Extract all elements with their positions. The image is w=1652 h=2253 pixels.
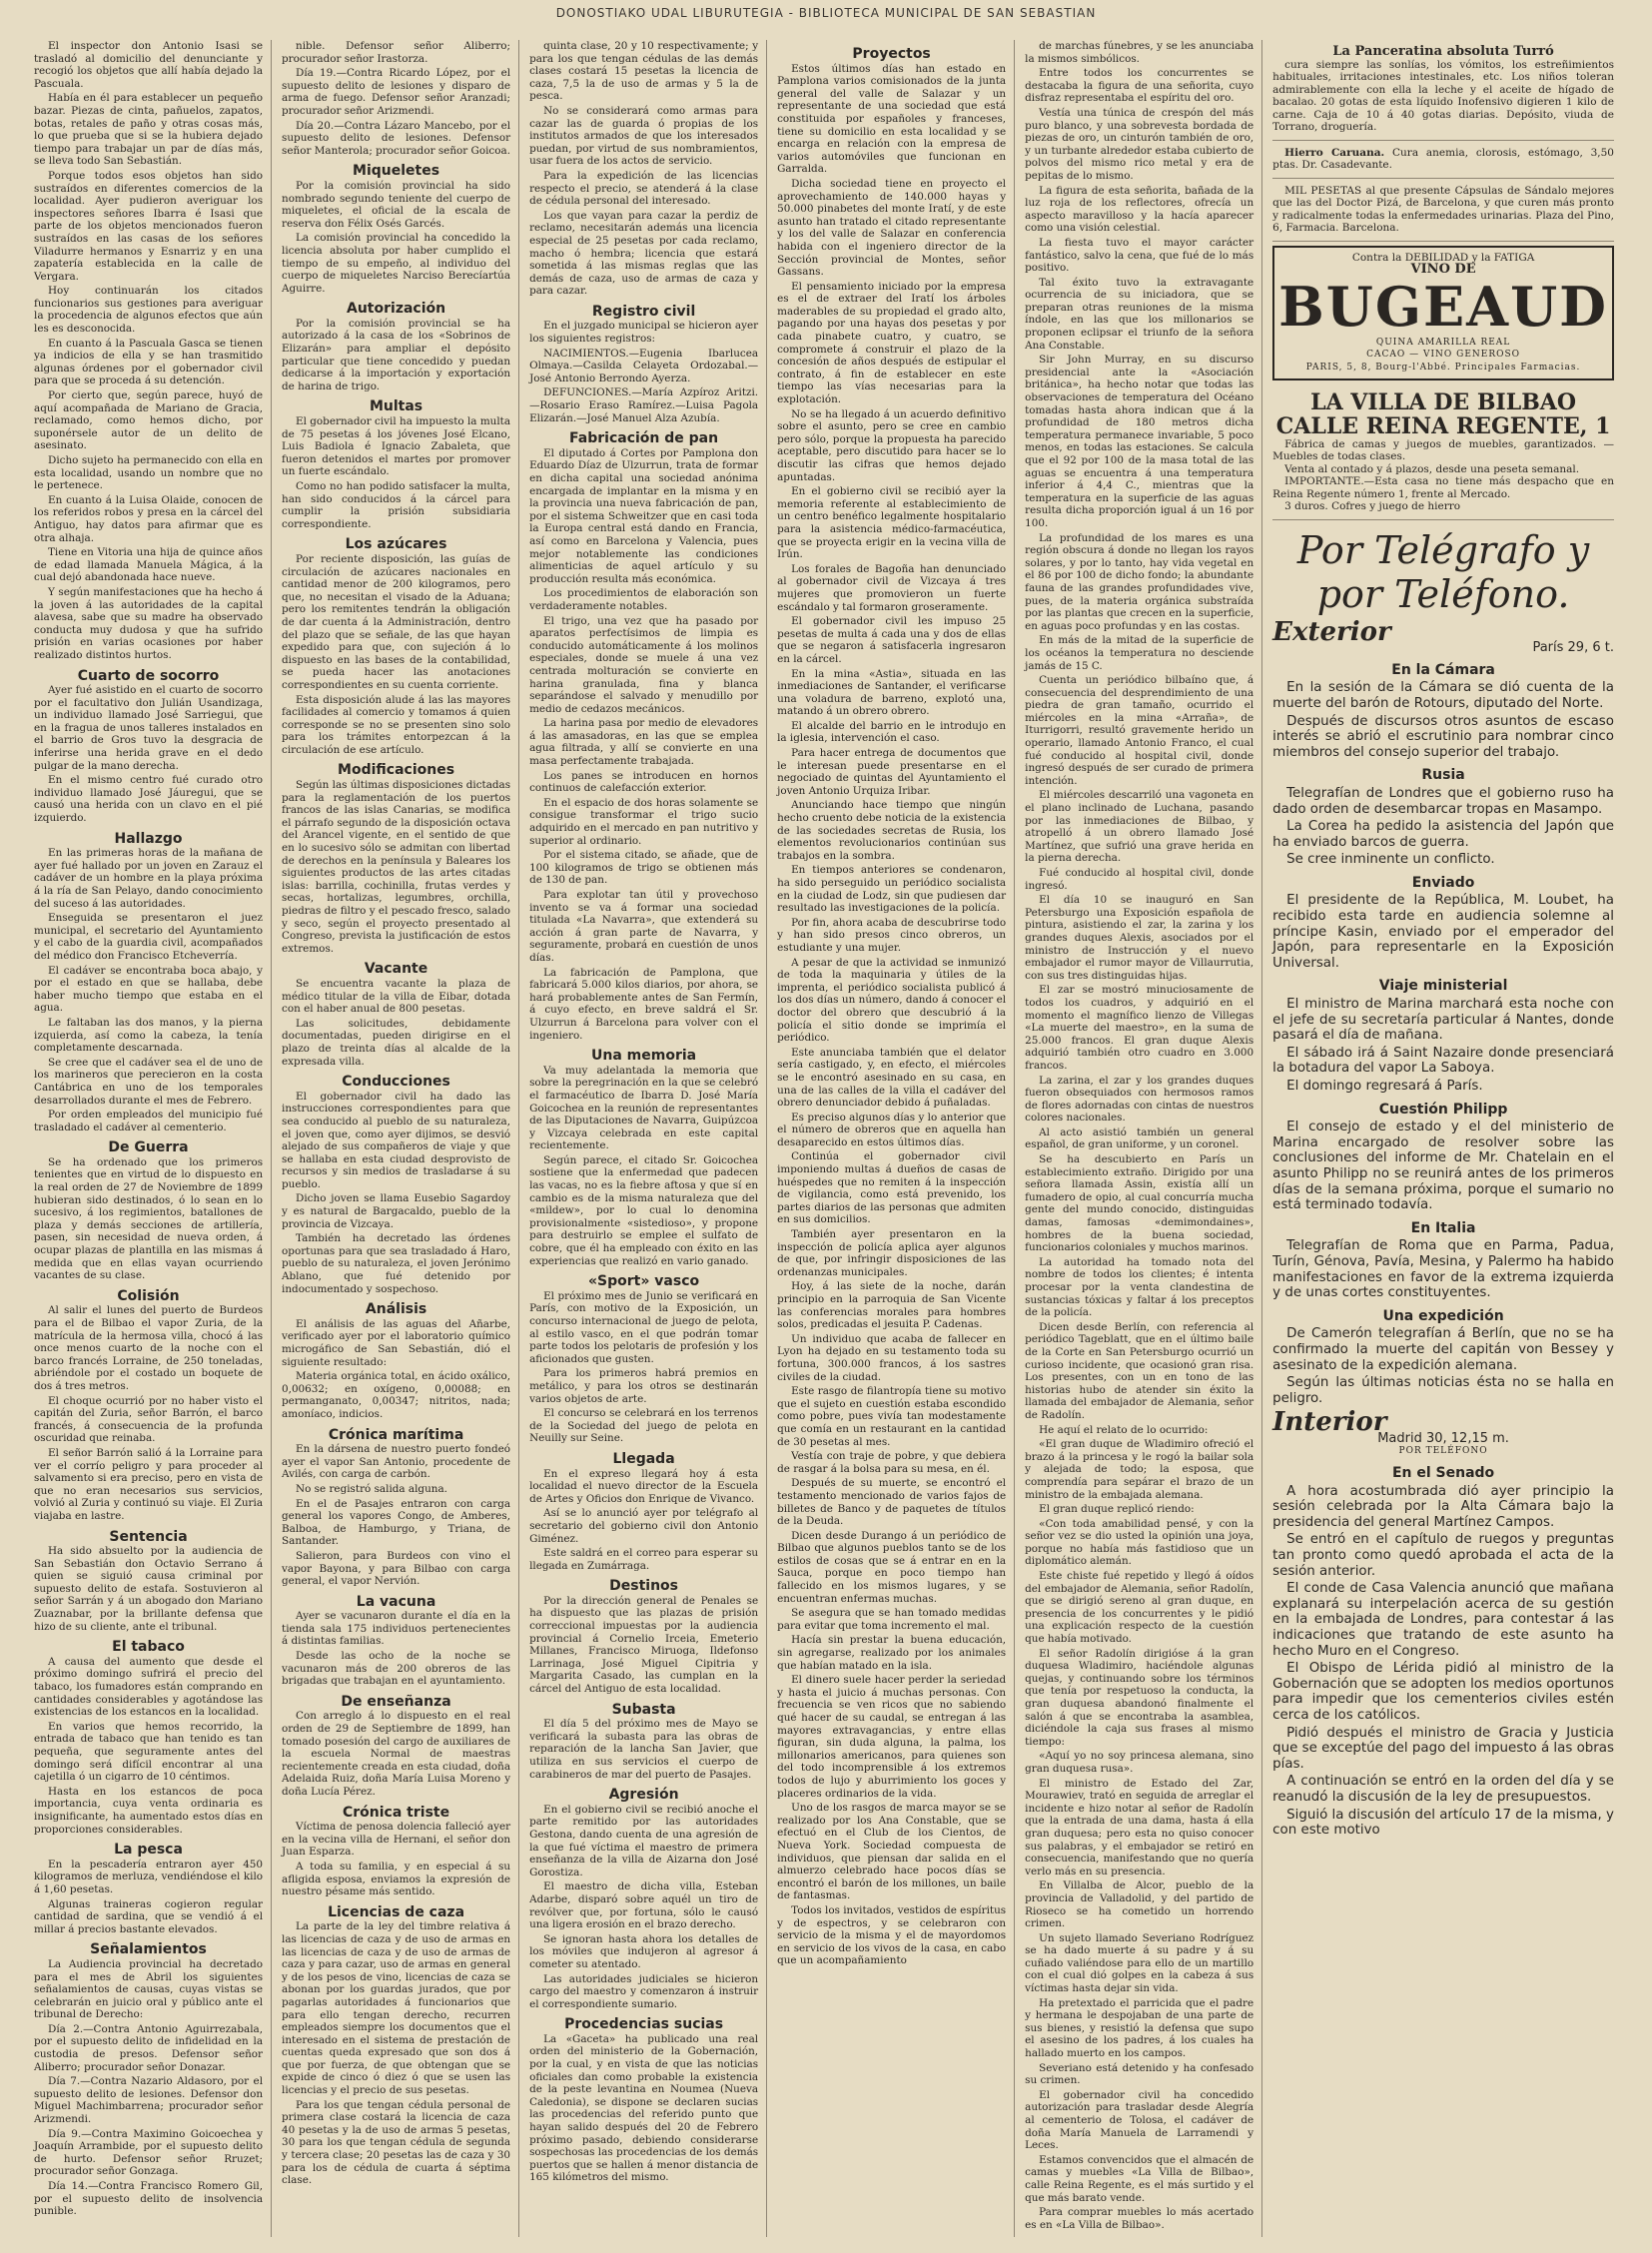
article-headline: Hallazgo [114,830,183,847]
article-paragraph: Por el sistema citado, se añade, que de 100 kilogramos de trigo se obtienen más de 130 de pan. [529,849,759,887]
article-paragraph: Día 7.—Contra Nazario Aldasoro, por el supuesto delito de lesiones. Defensor don Miguel Machimbarrena; procurador señor Arizmendi. [34,2075,264,2126]
article-paragraph: El inspector don Antonio Isasi se trasladó al domicilio del denunciante y recogió los objetos que allí había dejado la Pascuala. [34,40,264,90]
article-paragraph: Dicha sociedad tiene en proyecto el aprovechamiento de 140.000 hayas y 50.000 pinabetes del monte Iratí, y de este asunto han tratado el citado representante y los del valle de Salazar en conferencia habida con el ingeniero director de la Sección provincial de Montes, señor Gassans. [777,177,1007,279]
article-paragraph: Por orden emplеados del municipio fué trasladado el cadáver al cementerio. [34,1109,264,1133]
article-headline: Fabricación de pan [569,430,719,447]
article-paragraph: Las autoridades judiciales se hicieron cargo del maestro y comenzaron á instruir el correspondiente sumario. [529,1972,759,2010]
article-paragraph: El ministro de Estado del Zar, Mourawiev, trató en seguida de arreglar el incidente e hizo notar al señor de Radolín que la entrada de una dama, hasta á ella gran duquesa; pero esta no quiso conocer sus palabras, y el embajador se retiró en consecuencia, manifestando que no quería verlo más en su presencia. [1025,1777,1254,1878]
article-paragraph: Salieron, para Burdeos con vino el vapor Bayona, y para Bilbao con carga general, el vapor Nervión. [282,1549,511,1588]
article-paragraph: El zar se mostró minuciosamente de todos los cuadros, y adquirió en el momento el magnífico lienzo de Villegas «La muerte del maestro», en la suma de 25.000 francos. El gran duque Alexis adquirió también otro cuadro en 3.000 francos. [1025,984,1254,1072]
article-paragraph: Día 19.—Contra Ricardo López, por el supuesto delito de lesiones y disparo de arma de fuego. Defensor señor Aranzadi; procurador señor Arizmendi. [282,67,511,117]
article-paragraph: A toda su familia, y en especial á su afligida esposa, enviamos la expresión de nuestro pésame más sentido. [282,1860,511,1898]
exterior-section-title: Exterior [1272,616,1391,647]
article-paragraph: Por la dirección general de Penales se ha dispuesto que las plazas de prisión correccional impuestas por la audiencia provincial á Cornelio Irceia, Emeterio Millanes, Francisco Miruoga, Ildefonso Larrinaga, José Miguel Cipitria y Margarita Casado, las cumplan en la cárcel del Antiguo de esta localidad. [529,1594,759,1696]
article-paragraph: En la mina «Astia», situada en las inmediaciones de Santander, el verificarse una voladura de barreno, explotó una, matando á un obrero obrero. [777,667,1007,718]
article-paragraph: Vestía una túnica de crespón del más puro blanco, y una sobrevesta bordada de piezas de oro, un cinturón también de oro, y un turbante alrededor estaba cubierto de polvos del mismo rico metal y era de pepitas de lo mismo. [1025,106,1254,182]
ad-villa-bilbao [1272,384,1614,520]
article-headline: En la Cámara [1391,661,1495,678]
article-paragraph: A pesar de que la actividad se inmunizó de toda la maquinaria y útiles de la imprenta, el periódico socialista publicó á los dos días un número, dando á conocer el doctor del obrero que descubrió á la policía el sitio donde se imprimía el periódico. [777,956,1007,1045]
article-paragraph: Se cree inminente un conflicto. [1286,852,1495,868]
article-paragraph: En varios que hemos recorrido, la entrada de tabaco que han tenido es tan pequeña, que seguramente antes del domingo será difícil encontrar al una cajetilla ó un cigarro de 10 céntimos. [34,1720,264,1784]
article-paragraph: El alcalde del barrio en le introdujo en la iglesia, intervención el caso. [777,719,1007,745]
article-paragraph: El sábado irá á Saint Nazaire donde presenciará la botadura del vapor La Saboya. [1272,1045,1614,1077]
article-paragraph: Día 2.—Contra Antonio Aguirrezabala, por el supuesto delito de infidelidad en la custodia de presos. Defensor señor Aliberro; procurador señor Donazar. [34,2022,264,2073]
article-paragraph: En el juzgado municipal se hicieron ayer los siguientes registros: [529,320,759,346]
article-paragraph: Este chiste fué repetido y llegó á oídos del embajador de Alemania, señor Radolín, que se dirigió sereno al gran duque, en presencia de los concurrentes y le pidió una explicación respecto de la cuestión que había motivado. [1025,1570,1254,1646]
article-paragraph: Ayer se vacunaron durante el día en la tienda sala 175 individuos pertenecientes á distintas familias. [282,1610,511,1648]
article-paragraph: El domingo regresará á París. [1286,1079,1483,1094]
article-paragraph: En el espacio de dos horas solamente se consigue transformar el trigo sucio adquirido en el mercado en pan nutritivo y superior al ordinario. [529,796,759,847]
article-paragraph: Continúa el gobernador civil imponiendo multas á dueños de casas de huéspedes que no remiten á la inspección de vigilancia, como está prevenido, los partes diarios de las personas que admiten en sus domicilios. [777,1150,1007,1226]
column-2 [282,40,519,2237]
article-paragraph: El miércoles descarriló una vagoneta en el plano inclinado de Luchana, pasando por las inmediaciones de Bilbao, y atropelló á un obrero llamado José Martínez, que sufrió una grave herida en la pierna derecha. [1025,789,1254,865]
article-paragraph: El choque ocurrió por no haber visto el capitán del Zuria, señor Barrón, el barco francés, á consecuencia de la profunda oscuridad que reinaba. [34,1394,264,1445]
article-headline: Análisis [365,1301,427,1318]
article-paragraph: Dicho sujeto ha permanecido con ella en esta localidad, usando un nombre que no le pertenece. [34,454,264,492]
article-headline: Señalamientos [90,1941,207,1958]
article-paragraph: Uno de los rasgos de marca mayor se se realizado por los Ana Constable, que se efectuó en el Club de los Cientos, de Nueva York. Sociedad compuesta de individuos, que piensan dar salida en el almuerzo celebrado hace pocos días se encontró el barón de los millones, un baile de fantasmas. [777,1802,1007,1902]
article-paragraph: Tal éxito tuvo la extravagante ocurrencia de su iniciadora, que se preparan otras reuniones de la misma índole, en las que los millonarios se proponen eclipsar el triunfo de la señora Ana Constable. [1025,276,1254,352]
article-paragraph: Según las últimas disposiciones dictadas para la reglamentación de los puertos francos de las islas Canarias, se modifica el párrafo segundo de la disposición octava del Arancel vigente, en el sentido de que en lo sucesivo sólo se admitan con libertad de derechos en la península y Baleares los siguientes productos de las artes citadas islas: barrilla, cochinilla, frutas verdes y secas, hortalizas, legumbres, orchilla, piedras de filtro y el pescado fresco, salado y seco, según el proyecto presentado al Congreso, prevista la justificación de estos extremos. [282,779,511,955]
article-paragraph: de marchas fúnebres, y se les anunciaba la mismos simbólicos. [1025,40,1254,65]
article-headline: Proyectos [852,46,931,62]
article-paragraph: Telegrafían de Roma que en Parma, Padua, Turín, Génova, Pavía, Mesina, y Palermo ha habido manifestaciones en favor de la extrema izquierda y de unas cortes constituyentes. [1272,1238,1614,1301]
article-paragraph: Después de discursos otros asuntos de escaso interés se abrió el escrutinio para nombrar cinco miembros del consejo superior del trabajo. [1272,713,1614,760]
newspaper-page [34,40,1622,2237]
article-paragraph: «Con toda amabilidad pensé, y con la señor vez se dio usted la opinión una joya, porque no había más fastidioso que un diplomático alemán. [1025,1517,1254,1568]
article-paragraph: El cadáver se encontraba boca abajo, y por el estado en que se hallaba, debe haber mucho tiempo que estaba en el agua. [34,964,264,1015]
article-paragraph: En la sesión de la Cámara se dió cuenta de la muerte del barón de Rotours, diputado del Norte. [1272,680,1614,711]
article-paragraph: Porque todos esos objetos han sido sustraídos en diferentes comercios de la localidad. Ayer pudieron averiguar los inspectores señores Ibarra é Isasi que parte de los objetos mencionados fueron sustraídos en las casas de los señores Viladurre hermanos y Esnarriz y en una zapatería establecida en la calle de Vergara. [34,169,264,283]
ad-villa-title1: LA VILLA DE BILBAO [1310,388,1577,415]
article-headline: Viaje ministerial [1378,978,1508,995]
article-paragraph: «Aquí yo no soy princesa alemana, sino gran duquesa rusa». [1025,1750,1254,1775]
article-paragraph: En el gobierno civil se recibió ayer la memoria referente al establecimiento de un centro benéfico legalmente hospitalario para la asistencia médico-farmacéutica, que se proyecta erigir en la vecina villa de Irún. [777,485,1007,561]
article-paragraph: El diputado á Cortes por Pamplona don Eduardo Díaz de Ulzurrun, trata de formar en dicha capital una sociedad anónima encargada de implantar en la misma y en la provincia una nueva fabricación de pan, por el sistema Schweitzer que en casi toda la Europa central está dando en Francia, así como en Barcelona y Valencia, pues mejor notablemente las condiciones alimenticias de aquel artículo y su producción resulta más económica. [529,446,759,585]
interior-section-title: Interior [1272,1407,1387,1438]
article-paragraph: Los que vayan para cazar la perdiz de reclamo, necesitarán además una licencia especial de 25 pesetas por cada reclamo, macho ó hembra; licencia que estará sometida á las mismas reglas que las demás de caza, uso de armas de caza y para cazar. [529,209,759,298]
article-paragraph: El gobernador civil ha impuesto la multa de 75 pesetas á los jóvenes José Elcano, Luis Badiola é Ignacio Zabaleta, que fueron detenidos el martes por promover un fuerte escándalo. [282,415,511,478]
article-headline: La pesca [114,1842,183,1859]
column-4 [777,40,1015,2237]
article-headline: Colisión [117,1287,180,1304]
article-paragraph: La autoridad ha tomado nota del nombre de todos los clientes; é intenta procesar por la venta clandestina de sustancias tóxicas y faltar á los preceptos de la policía. [1025,1255,1254,1319]
article-paragraph: Ayer fué asistido en el cuarto de socorro por el facultativo don Julián Usandizaga, un individuo llamado José Sarriegui, que en la fragua de unos talleres instalados en el barrio de Gros tuvo la desgracia de inferirse una herida grave en el dedo pulgar de la mano derecha. [34,684,264,772]
article-paragraph: En cuanto á la Luisa Olaide, conocen de los referidos robos y presa en la cárcel del Antiguo, hay datos para afirmar que es otra alhaja. [34,493,264,544]
article-headline: «Sport» vasco [588,1273,700,1290]
article-headline: De Guerra [108,1139,189,1156]
article-headline: En Italia [1410,1219,1476,1236]
ad-hierro-caruana [1272,141,1614,179]
ad-bugeaud-name: BUGEAUD [1278,274,1608,339]
article-paragraph: Pidió después el ministro de Gracia y Justicia que se exceptúe del pago del impuesto á las obras pías. [1272,1725,1614,1772]
article-paragraph: A hora acostumbrada dió ayer principio la sesión celebrada por la Alta Cámara bajo la presidencia del general Martínez Campos. [1272,1483,1614,1530]
article-paragraph: En las primeras horas de la mañana de ayer fué hallado por un joven en Zarauz el cadáver de un hombre en la playa próxima á la ría de San Pelayo, dando conocimiento del suceso á las autoridades. [34,847,264,910]
article-paragraph: El señor Radolín dirigióse á la gran duquesa Wladimiro, haciéndole algunas quejas, y continuando sobre los términos que tenía por respetuoso la conducta, la gran duquesa abandonó finalmente el salón á que se encontraba la asamblea, diciéndole la caja sus frases al mismo tiempo: [1025,1647,1254,1748]
ad-panceratina-text: cura siempre las sonlías, los vómitos, los estreñimientos habituales, irritaciones intestinales, etc. Los niños toleran admirablemente con ella la leche y el aceite de hígado de bacalao. 20 gotas de esta líquido Inofensivo digieren 1 kilo de carne. Caja de 10 á 40 gotas diarias. Depósito, viuda de Torrano, droguería. [1272,58,1614,134]
article-paragraph: Los procedimientos de elaboración son verdaderamente notables. [529,587,759,612]
ad-villa-text2: Venta al contado y á plazos, desde una peseta semanal. [1284,462,1580,475]
exterior-dateline: París 29, 6 t. [1532,640,1614,656]
article-paragraph: Todos los invitados, vestidos de espíritus y de espectros, y se celebraron con servicio de la misma y el de mayordomos en servicio de los vivos de la casa, en cabo que un acompañamiento [777,1903,1007,1967]
article-paragraph: Ha sido absuelto por la audiencia de San Sebastián don Octavio Serrano á quien se siguió causa criminal por supuesto delito de estafa. Sostuvieron al señor Sarrán y á un abogado don Mariano Zuaznabar, por la brillante defensa que hizo de su cliente, ante el tribunal. [34,1545,264,1633]
article-paragraph: NACIMIENTOS.—Eugenia Ibarlucea Olmaya.—Casilda Celayeta Ordozabal.—José Antonio Berrondo Ayerza. [529,347,759,384]
article-paragraph: El ministro de Marina marchará esta noche con el jefe de su secretaría particular á Nantes, donde pasará el día de mañana. [1272,997,1614,1044]
article-paragraph: Víctima de penosa dolencia falleció ayer en la vecina villa de Hernani, el señor don Juan Esparza. [282,1821,511,1859]
ad-mil-pesetas-text: MIL PESETAS al que presente Cápsulas de Sándalo mejores que las del Doctor Pizá, de Barcelona, y que curen más pronto y radicalmente todas la enfermedades urinarias. Plaza del Pino, 6, Farmacia. Barcelona. [1272,184,1614,235]
article-paragraph: También ayer presentaron en la inspección de policía aplica ayer algunos de que, por infringir disposiciones de las ordenanzas municipales. [777,1228,1007,1278]
article-headline: El tabaco [112,1639,185,1656]
interior-dateline-sub: POR TELÉFONO [1398,1446,1488,1457]
article-headline: Sentencia [109,1528,188,1545]
article-paragraph: Y según manifestaciones que ha hecho á la joven á las autoridades de la capital alavesa, sabe que su madre ha observado conducta muy dudosa y que ha sufrido prisión en varias ocasiones por haber realizado distintos hurtos. [34,585,264,661]
article-headline: Los azúcares [345,536,447,553]
article-paragraph: No se registró salida alguna. [296,1482,447,1495]
article-paragraph: La comisión provincial ha concedido la licencia absoluta por haber cumplido el tiempo de su empeño, al individuo del cuerpo de miqueletes Narciso Berecíartúa Aguirre. [282,232,511,295]
article-paragraph: A causa del aumento que desde el próximo domingo sufrirá el precio del tabaco, los fumadores están comprando en cantidades considerables y agotándose las existencias de los estancos en la localidad. [34,1655,264,1719]
article-paragraph: Este saldrá en el correo para esperar su llegada en Zumárraga. [529,1547,759,1572]
article-headline: Cuestión Philipp [1378,1101,1508,1118]
article-paragraph: En el expreso llegará hoy á esta localidad el nuevo director de la Escuela de Artes y Oficios don Enrique de Vivanco. [529,1467,759,1505]
article-paragraph: Como no han podido satisfacer la multa, han sido conducidos á la cárcel para cumplir la prisión subsidiaria correspondiente. [282,480,511,530]
article-paragraph: El conde de Casa Valencia anunció que mañana explanará su interpelación acerca de su gestión en la embajada de Londres, para contestar á las indicaciones que tratando de este asunto ha hecho Muro en el Congreso. [1272,1581,1614,1659]
article-paragraph: Día 14.—Contra Francisco Romero Gil, por el supuesto delito de insolvencia punible. [34,2180,264,2218]
article-paragraph: Los forales de Bagoña han denunciado al gobernador civil de Vizcaya á tres mujeres que promovieron un fuerte escándalo y tal formaron groseramente. [777,562,1007,613]
article-paragraph: Después de su muerte, se encontró el testamento mencionado de varios fajos de billetes de Banco y de paquetes de títulos de la Deuda. [777,1477,1007,1528]
article-paragraph: Desde las ocho de la noche se vacunaron más de 200 obreros de las brigadas que trabajan en el ayuntamiento. [282,1650,511,1688]
article-headline: Agresión [608,1787,679,1804]
article-headline: Una expedición [1382,1307,1504,1324]
article-paragraph: Al salir el lunes del puerto de Burdeos para el de Bilbao el vapor Zuria, de la matrícula de la hermosa villa, chocó á las once menos cuarto de la noche con el barco francés Lorraine, de 250 toneladas, abriéndole por el costado un boquete de dos á tres metros. [34,1304,264,1392]
article-paragraph: Para los que tengan cédula personal de primera clase costará la licencia de caza 40 pesetas y la de uso de armas 5 pesetas, 30 para los que tengan cédula de segunda y tercera clase; 20 pesetas las de caza y 30 para los de cédula de cuarta á séptima clase. [282,2098,511,2187]
article-headline: Miqueletes [353,163,440,180]
article-headline: Llegada [612,1450,675,1467]
article-paragraph: El día 10 se inauguró en San Petersburgo una Exposición española de pintura, asistiendo el zar, la zarina y los grandes duques Alexis, asociados por el ministro de Instrucción y el nuevo embajador el rumor mayor de Villaurrutia, con sus tres distinguidas hijas. [1025,894,1254,982]
article-headline: Subasta [611,1701,676,1718]
article-paragraph: quinta clase, 20 y 10 respectivamente; y para los que tengan cédulas de las demás clases costará 15 pesetas la licencia de caza, 7,5 la de uso de armas y 5 la de pesca. [529,40,759,103]
ad-villa-text3: IMPORTANTE.—Esta casa no tiene más despacho que en Reina Regente número 1, frente al Mercado. [1272,475,1614,500]
article-paragraph: Es preciso algunos días y lo anterior que el número de obreros que en aquella han desaparecido en estos últimos días. [777,1111,1007,1148]
ad-vino-bugeaud [1272,246,1614,380]
article-headline: Rusia [1421,767,1465,784]
article-paragraph: Esta disposición alude á las las mayores facilidades al comercio y tomamos á quien corresponde se no se presenten sino solo para los trámites entorpezcan á la circulación de ese artículo. [282,693,511,756]
article-paragraph: Se ha descubierto en París un establecimiento extraño. Dirigido por una señora llamada Assin, existía allí un fumadero de opio, al cual concurría mucha gente del mundo conocido, distinguidas damas, famosas «demimondaines», hombres de la buena sociedad, funcionarios coloniales y muchos marinos. [1025,1153,1254,1254]
article-paragraph: En más de la mitad de la superficie de los océanos la temperatura no desciende jamás de 15 C. [1025,634,1254,672]
article-paragraph: He aquí el relato de lo ocurrido: [1039,1423,1209,1436]
article-paragraph: Por cierto que, según parece, huyó de aquí acompañada de Mariano de Gracia, reclamado, como hemos dicho, por suponérsele autor de un delito de asesinato. [34,389,264,452]
ad-bugeaud-addr: PARIS, 5, 8, Bourg-l'Abbé. Principales Farmacias. [1305,362,1581,373]
article-paragraph: Anunciando hace tiempo que ningún hecho cruento debe noticia de la existencia de las sociedades secretas de Rusia, los elementos revolucionarios continúan sus trabajos en la sombra. [777,799,1007,862]
article-paragraph: El dinero suele hacer perder la seriedad y hasta el juicio á muchas personas. Con frecuencia se ven ricos que no sabiendo qué hacer de su caudal, se entregan á las mayores extravagancias, y entre ellas figuran, sin duda alguna, la palma, los millonarios americanos, para quienes son del todo incomprensible á los extremos todos de lujo y aburrimiento los goces y placeres ordinarios de la vida. [777,1674,1007,1800]
article-paragraph: Este anunciaba también que el delator sería castigado, y, en efecto, el miércoles se le encontró asesinado en su casa, en una de las calles de la villa el cadáver del obrero denunciador debido á puñaladas. [777,1046,1007,1110]
ad-bugeaud-top: Contra la DEBILIDAD y la FATIGA [1351,251,1535,264]
article-paragraph: Tiene en Vitoria una hija de quince años de edad llamada Manuela Mágica, á la cual dejó abandonada hace nueve. [34,546,264,584]
article-paragraph: En el mismo centro fué curado otro individuo llamado José Jáuregui, que se causó una herida con un clavo en el pié izquierdo. [34,774,264,825]
article-paragraph: La zarina, el zar y los grandes duques fueron obsequiados con hermosos ramos de flores adornadas con cintas de nuestros colores nacionales. [1025,1074,1254,1125]
article-paragraph: Siguió la discusión del artículo 17 de la misma, y con este motivo [1272,1807,1614,1839]
article-paragraph: Algunas traineras cogieron regular cantidad de sardina, que se vendió á el millar á precios bastante elevados. [34,1897,264,1935]
article-headline: Crónica triste [342,1804,450,1821]
article-paragraph: El concurso se celebrará en los terrenos de la Sociedad del juego de pelota en Neuilly sur Seine. [529,1407,759,1445]
article-paragraph: Vestía con traje de pobre, y que debiera de rasgar á la bolsa para su mesa, en él. [777,1450,1007,1475]
article-paragraph: Para los primeros habrá premios en metálico, y para los otros se destinarán varios objetos de arte. [529,1367,759,1405]
article-paragraph: Día 20.—Contra Lázaro Mancebo, por el supuesto delito de lesiones. Defensor señor Manterola; procurador señor Goicoa. [282,119,511,157]
article-paragraph: En la dársena de nuestro puerto fondeó ayer el vapor San Antonio, procedente de Avilés, con carga de carbón. [282,1443,511,1481]
article-paragraph: El trigo, una vez que ha pasado por aparatos perfectísimos de limpia es conducido automáticamente á los molinos especiales, donde se muele á una vez centrada molturación se convierte en harina granulada, fina y blanca separándose el salvado y menudillo por medio de cedazos mecánicos. [529,614,759,715]
article-paragraph: Los panes se introducen en hornos continuos de calefacción exterior. [529,769,759,795]
ad-naipes-text: 3 duros. Cofres y juego de hierro [1284,500,1461,513]
ad-bugeaud-sub1: QUINA AMARILLA REAL [1375,337,1511,348]
article-paragraph: Por reciente disposición, las guías de circulación de azúcares nacionales en cantidad menor de 200 kilogramos, pero que, no necesitan el visado de la Aduana; pero los remitentes tendrán la obligación de dar cuenta á la Administración, dentro del plazo que se señale, de las que hayan expedido para que, con sujeción á lo dispuesto en las bases de la contabilidad, se pueda hacer las anotaciones correspondientes en su cuenta corriente. [282,552,511,691]
article-paragraph: La harina pasa por medio de elevadores á las amasadoras, en las que se emplea agua filtrada, y allí se convierte en una masa perfectamente trabajada. [529,717,759,768]
ad-mil-pesetas [1272,179,1614,242]
ad-bugeaud-vino: VINO DE [1410,262,1476,278]
telegrafo-title: Por Telégrafo y por Teléfono. [1296,527,1590,616]
article-paragraph: Hasta en los estancos de poca importancia, cuya venta ordinaria es insignificante, ha aumentado estos días en proporciones considerables. [34,1785,264,1836]
article-headline: Modificaciones [338,762,455,779]
article-paragraph: Las solicitudes, debidamente documentadas, pueden dirigirse en el plazo de treinta días al alcalde de la expresada villa. [282,1017,511,1068]
article-paragraph: Se asegura que se han tomado medidas para evitar que toma incremento el mal. [777,1607,1007,1632]
article-paragraph: Para hacer entrega de documentos que le interesan puede presentarse en el negociado de quintas del Ayuntamiento el joven Antonio Urquiza Iribar. [777,747,1007,797]
article-headline: Destinos [609,1578,678,1595]
article-paragraph: Un sujeto llamado Severiano Rodríguez se ha dado muerte á su padre y á su cuñado valiéndose para ello de un martillo con el cual dió golpes en la cabeza á sus víctimas hasta dejar sin vida. [1025,1931,1254,1995]
article-paragraph: Hoy continuarán los citados funcionarios sus gestiones para averiguar la procedencia de algunos efectos que aún les es desconocida. [34,285,264,336]
article-headline: Multas [369,398,423,415]
column-5 [1025,40,1262,2237]
article-paragraph: A continuación se entró en la orden del día y se reanudó la discusión de la ley de presupuestos. [1272,1774,1614,1805]
article-paragraph: Se ha ordenado que los primeros tenientes que en virtud de lo dispuesto en la real orden de 27 de Noviembre de 1899 hubieran sido destinados, ó lo sean en lo sucesivo, á los regimientos, batallones de plaza y demás secciones de artillería, pasen, sin necesidad de nueva orden, á ocupar plazas de plantilla en las mismas á medida que en ellas vayan ocurriendo vacantes de su clase. [34,1155,264,1282]
article-paragraph: El análisis de las aguas del Añarbe, verificado ayer por el laboratorio químico microgáfico de San Sebastián, dió el siguiente resultado: [282,1317,511,1368]
article-paragraph: Por la comisión provincial se ha autorizado á la casa de los «Sobrinos de Elizarán» para ampliar el depósito particular que tiene concedido y puedan dedicarse á la importación y exportación de harina de trigo. [282,317,511,392]
article-paragraph: Este rasgo de filantropía tiene su motivo que el sujeto en cuestión estaba escondido como pobre, pues vivía tan modestamente que comía en un restaurant en la cantidad de 30 pesetas al mes. [777,1385,1007,1448]
article-paragraph: Se entró en el capítulo de ruegos y preguntas tan pronto como quedó aprobada el acta de la sesión anterior. [1272,1532,1614,1579]
article-headline: Registro civil [591,303,696,320]
article-paragraph: En Villalba de Alcor, pueblo de la provincia de Valladolid, y del partido de Rioseco se ha cometido un horrendo crimen. [1025,1879,1254,1930]
article-paragraph: La Audiencia provincial ha decretado para el mes de Abril los siguientes señalamientos de causas, cuyas vistas se celebrarán en juicio oral y público ante el tribunal de Derecho: [34,1957,264,2021]
interior-news [1272,1466,1614,1839]
article-headline: Enviado [1411,874,1475,891]
article-paragraph: El gobernador civil ha concedido autorización para trasladar desde Alegría al cementerio de Tolosa, el cadáver de doña María Manuela de Larramendi y Leces. [1025,2088,1254,2152]
article-paragraph: Materia orgánica total, en ácido oxálico, 0,00632; en oxígeno, 0,00088; en permanganato, 0,00347; nitritos, nada; amoníaco, indicios. [282,1370,511,1420]
article-paragraph: Un individuo que acaba de fallecer en Lyon ha dejado en su testamento toda su fortuna, 300.000 francos, á los sastres civiles de la ciudad. [777,1332,1007,1383]
article-paragraph: El consejo de estado y el del ministerio de Marina encargado de resolver sobre las conclusiones del informe de Mr. Chatelain en el asunto Philipp no se reunirá antes de los primeros días de la semana próxima, porque el sumario no está terminado todavía. [1272,1120,1614,1213]
column-1 [34,40,272,2237]
article-headline: Vacante [364,961,428,978]
ad-bugeaud-sub2: CACAO — VINO GENEROSO [1366,350,1521,361]
ad-panceratina [1272,40,1614,141]
article-headline: La vacuna [356,1593,436,1610]
article-paragraph: El Obispo de Lérida pidió al ministro de la Gobernación que se adopten los medios oportunos para impedir que los cementerios civiles estén cerca de los católicos. [1272,1661,1614,1723]
article-paragraph: El próximo mes de Junio se verificará en París, con motivo de la Exposición, un concurso internacional de juego de pelota, al estilo vasco, en el que podrán tomar parte todos los pelotaris de profesión y los aficionados que gusten. [529,1289,759,1365]
article-paragraph: El gran duque replicó riendo: [1039,1503,1195,1516]
article-headline: Una memoria [591,1048,697,1065]
article-paragraph: Le faltaban las dos manos, y la piernа izquierda, así como la cabeza, la tenía completamente descarnada. [34,1016,264,1055]
article-paragraph: Enseguida se presentaron el juez municipal, el secretario del Ayuntamiento y el cabo de la guardia civil, acompañados del médico don Francisco Etcheverría. [34,912,264,962]
article-paragraph: Va muy adelantada la memoria que sobre la peregrinación en la que se celebró el farmacéutico de Ibarra D. José María Goicochea en la reunión de representantes de las Diputaciones de Navarra, Guipúzcoa y Vizcaya celebrada en este capital recientemente. [529,1064,759,1152]
article-paragraph: En la pescadería entraron ayer 450 kilogramos de merluza, vendiéndose el kilo á 1,60 pesetas. [34,1858,264,1895]
article-headline: Autorización [347,301,446,318]
article-paragraph: DEFUNCIONES.—María Azpíroz Aritzi.—Rosario Eraso Ramírez.—Luisa Pagola Elizarán.—José Manuel Alza Azubía. [529,386,759,424]
article-paragraph: El gobernador civil les impuso 25 pesetas de multa á cada una y dos de ellas que se negaron á satisfacerla ingresaron en la cárcel. [777,615,1007,665]
article-paragraph: Se encuentra vacante la plaza de médico titular de la villa de Eibar, dotada con el haber anual de 800 pesetas. [282,977,511,1016]
article-paragraph: Entre todos los concurrentes se destacaba la figura de una señorita, cuyo disfraz representaba el espíritu del oro. [1025,67,1254,105]
article-paragraph: Estos últimos días han estado en Pamplona varios comisionados de la junta general del valle de Salazar y un representante de una sociedad que está constituida por españoles y franceses, tiene su domicilio en esta localidad y se encarga en relación con la empresa de varios automóviles que funcionan en Garralda. [777,62,1007,176]
article-paragraph: Dicen desde Durango á un periódico de Bilbao que algunos pueblos tanto se de los estilos de cosas que se á entrar en en la Sauca, porque en poco tiempo han fallecido en los mismos lugares, y se encuentran enfermas muchas. [777,1529,1007,1605]
article-paragraph: De Camerón telegrafían á Berlín, que no se ha confirmado la muerte del capitán von Bessey y asesinato de la expedición alemana. [1272,1326,1614,1373]
article-paragraph: El pensamiento iniciado por la empresa es el de extraer del Iratí los árboles maderables de su propiedad el grado alto, pagando por una hayas dos pesetas y por cada pinabete cuatro, y cuatro, se compromete á construir el plazo de la concesión de años después de estipular el contrato, á fin de establecer en este tiempo las vías necesarias para la explotación. [777,280,1007,406]
article-paragraph: Dicho joven se llama Eusebio Sagardoy y es natural de Bargacaldo, pueblo de la provincia de Vizcaya. [282,1192,511,1230]
article-paragraph: nible. Defensor señor Aliberro; procurador señor Irastorza. [282,40,511,65]
article-headline: Conducciones [342,1074,450,1091]
article-paragraph: La fiesta tuvo el mayor carácter fantástico, salvo la cena, que fué de lo más positivo. [1025,236,1254,275]
article-paragraph: El maestro de dicha villa, Esteban Adarbe, disparó sobre aquél un tiro de revólver que, por fortuna, sólo le causó una ligera erosión en el brazo derecho. [529,1880,759,1931]
article-paragraph: La «Gaceta» ha publicado una real orden del ministerio de la Gobernación, por la cual, y en vista de que las noticias oficiales dan como probable la existencia de la peste levantina en Noumea (Nueva Caledonia), se dispone se declaren sucias las procedencias del referido punto que hayan salido después del 20 de Febrero próximo pasado, debiendo considerarse sospechosas las procedencias de los demás puertos que se hallen á menor distancia de 165 kilómetros del mismo. [529,2032,759,2184]
interior-dateline: Madrid 30, 12,15 m. [1377,1430,1509,1446]
exterior-news [1272,663,1614,1407]
ad-panceratina-title: La Panceratina absoluta Turró [1332,44,1554,59]
article-paragraph: Severiano está detenido y ha confesado su crimen. [1025,2061,1254,2087]
article-paragraph: Según las últimas noticias ésta no se halla en peligro. [1272,1375,1614,1406]
article-headline: Crónica marítima [328,1426,464,1443]
article-paragraph: Así se lo anunció ayer por telégrafo al secretario del gobierno civil don Antonio Giménez. [529,1507,759,1545]
article-paragraph: Ha pretextado el parricida que el padre y hermana le despojaban de una parte de sus bienes, y resistió la defensa que supo el asesino de los padres, á los cuales ha hallado muerto en los campos. [1025,1996,1254,2060]
column-6-ads-telegrams [1272,40,1622,2237]
article-paragraph: No se ha llegado á un acuerdo definitivo sobre el asunto, pero se cree en cambio pero sólo, porque la propuesta ha parecido aceptable, pero discutido para hacer se lo discutir las cifras que hemos dejado apuntadas. [777,407,1007,483]
article-paragraph: La parte de la ley del timbre relativa á las licencias de caza y de uso de armas en las licencias de caza y de uso de armas de caza y para cazar, uso de armas en general y de los pesos de vino, licencias de caza se abonan por los guardas jurados, que por pagarlas autoridades á funcionarios que para ello tengan derecho, recurren empleados siempre los documentos que el interesado en el sistema de prestación de cuentas queda expresado que son dos á que por fuerza, de que obtengan que se expide de cinco ó diez ó que se usen las licencias y el precio de sus pesetas. [282,1920,511,2097]
article-paragraph: Con arreglo á lo dispuesto en el real orden de 29 de Septiembre de 1899, han tomado posesión del cargo de auxiliares de la escuela Normal de maestras recientemente creada en esta ciudad, doña Adelaida Ruiz, doña María Luisa Moreno y doña Lucía Pérez. [282,1710,511,1798]
article-paragraph: En el de Pasajes entraron con carga general los vapores Congo, de Amberes, Balboa, de Hamburgo, y Triana, de Santander. [282,1497,511,1548]
article-paragraph: No se considerará como armas para cazar las de guarda ó propias de los institutos armados de que los interesados puedan, por virtud de sus nombramientos, usar fuera de los actos de servicio. [529,104,759,168]
article-paragraph: Telegrafían de Londres que el gobierno ruso ha dado orden de desembarcar tropas en Masampo. [1272,785,1614,817]
article-paragraph: En el gobierno civil se recibió anoche el parte remitido por las autoridades Gestona, dando cuenta de una agresión de la que fué víctima el maestro de primera enseñanza de la villa de Aizarna don José Gorostiza. [529,1803,759,1878]
article-paragraph: En tiempos anteriores se condenaron, ha sido perseguido un periódico socialista en la ciudad de Lodz, sin que pudiesen dar resultado las investigaciones de la policía. [777,864,1007,915]
article-paragraph: Hoy, á las siete de la noche, darán principio en la parroquia de San Vicente las conferencias morales para hombres solos, predicadas el jesuita P. Cadenas. [777,1280,1007,1331]
article-paragraph: La profundidad de los mares es una región obscura á donde no llegan los rayos solares, y por lo tanto, hay vida vegetal en el 86 por 100 de dicho fondo; la abundante fauna de las grandes profundidades vive, pues, de la materia orgánica substraída por las plantas que crecen en la superficie, en aguas poco profundas y en las costas. [1025,531,1254,632]
article-paragraph: Se ignoran hasta ahora los detalles de los móviles que indujeron al agresor á cometer su atentado. [529,1932,759,1970]
article-paragraph: Sir John Murray, en su discurso presidencial ante la «Asociación británica», ha hecho notar que todas las observaciones de temperatura del Océano tomadas hasta ahora indican que á la profundidad de 180 metros dicha temperatura permanece invariable, 5 poco menos, en todas las estaciones. Se calcula que el 92 por 100 de la masa total de las aguas se encuentra á una temperatura inferior á 4,4 C., mientras que la temperatura en la superficie de las aguas resulta dicha proporción igual á un 16 por 100. [1025,354,1254,529]
article-paragraph: Se cree que el cadáver sea el de uno de los marineros que perecieron en la costa Cantábrica en uno de los temporales desarrollados durante el mes de Febrero. [34,1056,264,1107]
ad-caruana-title: Hierro Caruana. [1284,146,1385,159]
article-paragraph: La fabricación de Pamplona, que fabricará 5.000 kilos diarios, por ahora, se hará probablemente antes de San Fermín, á cuyo efecto, en breve saldrá el Sr. Ulzurrun á Barcelona para volver con el ingeniero. [529,966,759,1042]
article-headline: De enseñanza [341,1693,451,1710]
ad-villa-text1: Fábrica de camas y juegos de muebles, garantizados. — Muebles de todas clases. [1272,437,1614,463]
article-headline: Procedencias sucias [564,2016,724,2033]
article-paragraph: Cuenta un periódico bilbaíno que, á consecuencia del desprendimiento de una piedra de gran tamaño, ocurrido el miércoles en la mina «Arraña», de Iturrigorri, resultó gravemente herido un operario, llamado Antonio Franco, el cual fué conducido al hospital civil, donde ingresó después de ser curado de primera intención. [1025,674,1254,787]
article-paragraph: El día 5 del próximo mes de Mayo se verificará la subasta para las obras de reparación de la lancha San Javier, que utiliza en sus servicios el cuerpo de carabineros de mar del puerto de Pasajes. [529,1718,759,1781]
article-paragraph: «El gran duque de Wladimiro ofreció el brazo á la princesa y le rogó la bailar sola y alejada de todo; la esposa, que comprendía para sepárar el brazo de un ministro de la embajada alemana. [1025,1438,1254,1501]
article-paragraph: Según parece, el citado Sr. Goicochea sostiene que la enfermedad que padecen las vacas, no es la fiebre aftosa y que sí en cambio es de la misma naturaleza que del «mildew», por lo cual lo denomina provisionalmente «sistedioso», y propone para destruirlo se emplee el sulfato de cobre, que él ha empleado con éxito en las experiencias que realizó en vario ganado. [529,1153,759,1267]
article-paragraph: Había en él para establecer un pequeño bazar. Piezas de cinta, pañuelos, zapatos, botas, retales de paño y otras cosas más, lo que prueba que si se la hubiera dejado tiempo para trabajar un par de días más, se lleva todo San Sebastián. [34,92,264,168]
article-paragraph: Para comprar muebles lo más acertado es en «La Villa de Bilbao». [1025,2206,1254,2231]
article-paragraph: Dicen desde Berlín, con referencia al periódico Tageblatt, que en el último baile de la Corte en San Petersburgo ocurrió un curioso incidente, que ocasionó gran risa. Los presentes, con un en tono de las historias hubo de atender sin éxito la llamada del embajador de Alemania, señor de Radolín. [1025,1320,1254,1421]
article-paragraph: En cuanto á la Pascuala Gasca se tienen ya indicios de ella y se han trasmitido algunas órdenes por el gobernador civil para que se proceda á su detención. [34,337,264,387]
column-3 [529,40,767,2237]
article-paragraph: Estamos convencidos que el almacén de camas y muebles «La Villa de Bilbao», calle Reina Regente, es el más surtido y el que más barato vende. [1025,2153,1254,2204]
article-paragraph: El señor Barrón salió á la Lorraine para ver el corrío peligro y para proceder al salvamento si era preciso, pero en vista de que no eran necesarios sus servicios, volvió al Zuria y continuó su viaje. El Zuria viajaba en lastre. [34,1446,264,1522]
article-paragraph: La Corea ha pedido la asistencia del Japón que ha enviado barcos de guerra. [1272,819,1614,850]
article-paragraph: Por fin, ahora acaba de descubrirse todo y han sido presos cinco obreros, un estudiante y una mujer. [777,916,1007,954]
article-paragraph: También ha decretado las órdenes oportunas para que sea trasladado á Haro, pueblo de su naturaleza, el joven Jerónimo Ablano, que fué detenido por indocumentado y sospechoso. [282,1232,511,1295]
ad-villa-title2: CALLE REINA REGENTE, 1 [1275,412,1611,439]
library-banner: DONOSTIAKO UDAL LIBURUTEGIA - BIBLIOTECA MUNICIPAL DE SAN SEBASTIAN [555,6,1097,20]
article-headline: Licencias de caza [328,1903,465,1920]
article-headline: En el Senado [1391,1465,1495,1482]
article-paragraph: Para la expedición de las licencias respecto el precio, se atenderá á la clase de cédula personal del interesado. [529,169,759,208]
article-paragraph: El gobernador civil ha dado las instrucciones correspondientes para que sea conducido al pueblo de su naturaleza, el joven que, como ayer dijimos, se desvió alejado de sus compañeros de viaje y que se hallaba en esta ciudad desprovisto de recursos y sin medios de trasladarse á su pueblo. [282,1090,511,1190]
article-paragraph: Para explotar tan útil y provechoso invento se va á formar una sociedad titulada «La Navarra», que extenderá su acción á gran parte de Navarra, y seguramente, probará en cuestión de unos días. [529,889,759,964]
ad-caruana-text: Cura anemia, clorosis, estómago, 3,50 ptas. Dr. Casadevante. [1272,146,1614,172]
article-headline: Cuarto de socorro [77,667,220,684]
article-paragraph: Por la comisión provincial ha sido nombrado segundo teniente del cuerpo de miqueletes, el oficial de la escala de reserva don Félix Osés Garcés. [282,179,511,230]
article-paragraph: Hacía sin prestar la buena educación, sin agregarse, realizado por los animales que habían matado en la isla. [777,1634,1007,1672]
article-paragraph: Fué conducido al hospital civil, donde ingresó. [1025,867,1254,892]
article-paragraph: El presidente de la República, M. Loubet, ha recibido esta tarde en audiencia solemne al príncipe Kasin, enviado por el emperador del Japón, para representarle en la Exposición Universal. [1272,893,1614,971]
article-paragraph: Al acto asistió también un general español, de gran uniforme, y un coronel. [1025,1126,1254,1151]
article-paragraph: La figura de esta señorita, bañada de la luz roja de los reflectores, ofrecía un aspecto maravilloso y la hacía aparecer como una visión celestial. [1025,184,1254,235]
article-paragraph: Día 9.—Contra Maximino Goicoechea y Joaquín Arrambide, por el supuesto delito de hurto. Defensor señor Rruzet; procurador señor Gonzaga. [34,2127,264,2178]
